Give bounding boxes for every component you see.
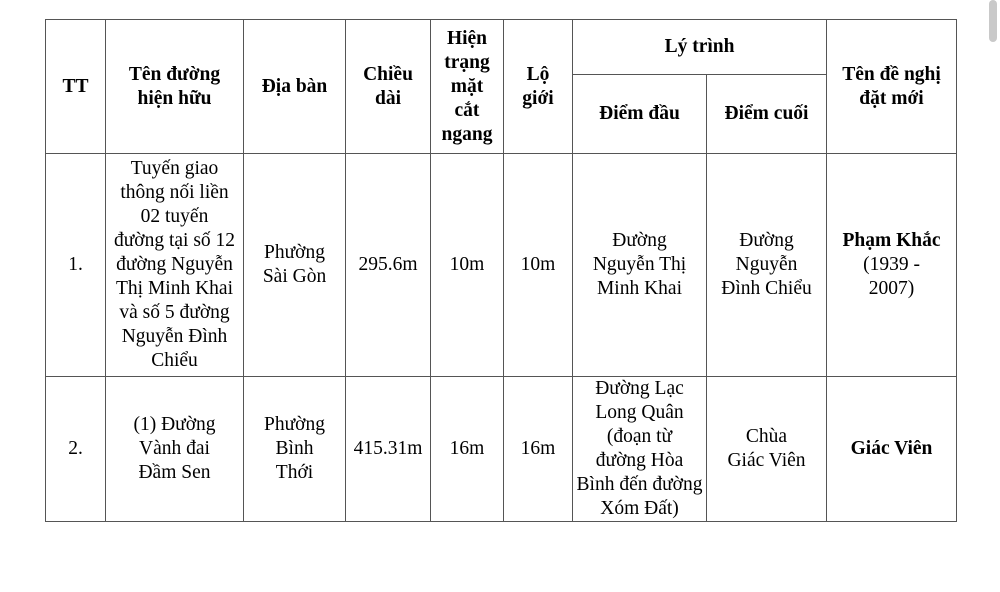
cell-current-cross-section: 16m <box>431 377 504 522</box>
cell-area: Phường Bình Thới <box>244 377 346 522</box>
header-proposed-name: Tên đề nghị đặt mới <box>827 20 957 154</box>
cell-start-point: Đường Nguyễn Thị Minh Khai <box>573 154 707 377</box>
table-row <box>46 377 957 522</box>
header-row <box>46 20 957 75</box>
cell-area: Phường Sài Gòn <box>244 154 346 377</box>
header-length: Chiều dài <box>346 20 431 154</box>
proposed-name-years: (1939 - 2007) <box>863 254 920 299</box>
header-start-point: Điểm đầu <box>573 75 707 154</box>
cell-tt: 1. <box>46 154 106 377</box>
cell-road-boundary: 16m <box>504 377 573 522</box>
cell-proposed-name: Giác Viên <box>827 377 957 522</box>
header-end-point: Điểm cuối <box>707 75 827 154</box>
cell-existing-street-name: (1) Đường Vành đai Đầm Sen <box>106 377 244 522</box>
cell-tt: 2. <box>46 377 106 522</box>
cell-length: 415.31m <box>346 377 431 522</box>
cell-end-point: Đường Nguyễn Đình Chiểu <box>707 154 827 377</box>
cell-current-cross-section: 10m <box>431 154 504 377</box>
cell-road-boundary: 10m <box>504 154 573 377</box>
header-tt: TT <box>46 20 106 154</box>
cell-start-point: Đường Lạc Long Quân (đoạn từ đường Hòa Bình đến đường Xóm Đất) <box>573 377 707 522</box>
header-road-boundary: Lộ giới <box>504 20 573 154</box>
proposed-name-text: Phạm Khắc <box>842 230 941 251</box>
cell-existing-street-name: Tuyến giao thông nối liền 02 tuyến đường tại số 12 đường Nguyễn Thị Minh Khai và số 5 đường Nguyễn Đình Chiểu <box>106 154 244 377</box>
header-area: Địa bàn <box>244 20 346 154</box>
header-route: Lý trình <box>573 20 827 75</box>
scrollbar-thumb[interactable] <box>989 0 997 42</box>
cell-end-point: Chùa Giác Viên <box>707 377 827 522</box>
street-naming-table <box>45 19 957 522</box>
table-row <box>46 154 957 377</box>
cell-proposed-name <box>827 154 957 377</box>
header-existing-street-name: Tên đường hiện hữu <box>106 20 244 154</box>
header-current-cross-section: Hiện trạng mặt cắt ngang <box>431 20 504 154</box>
cell-length: 295.6m <box>346 154 431 377</box>
